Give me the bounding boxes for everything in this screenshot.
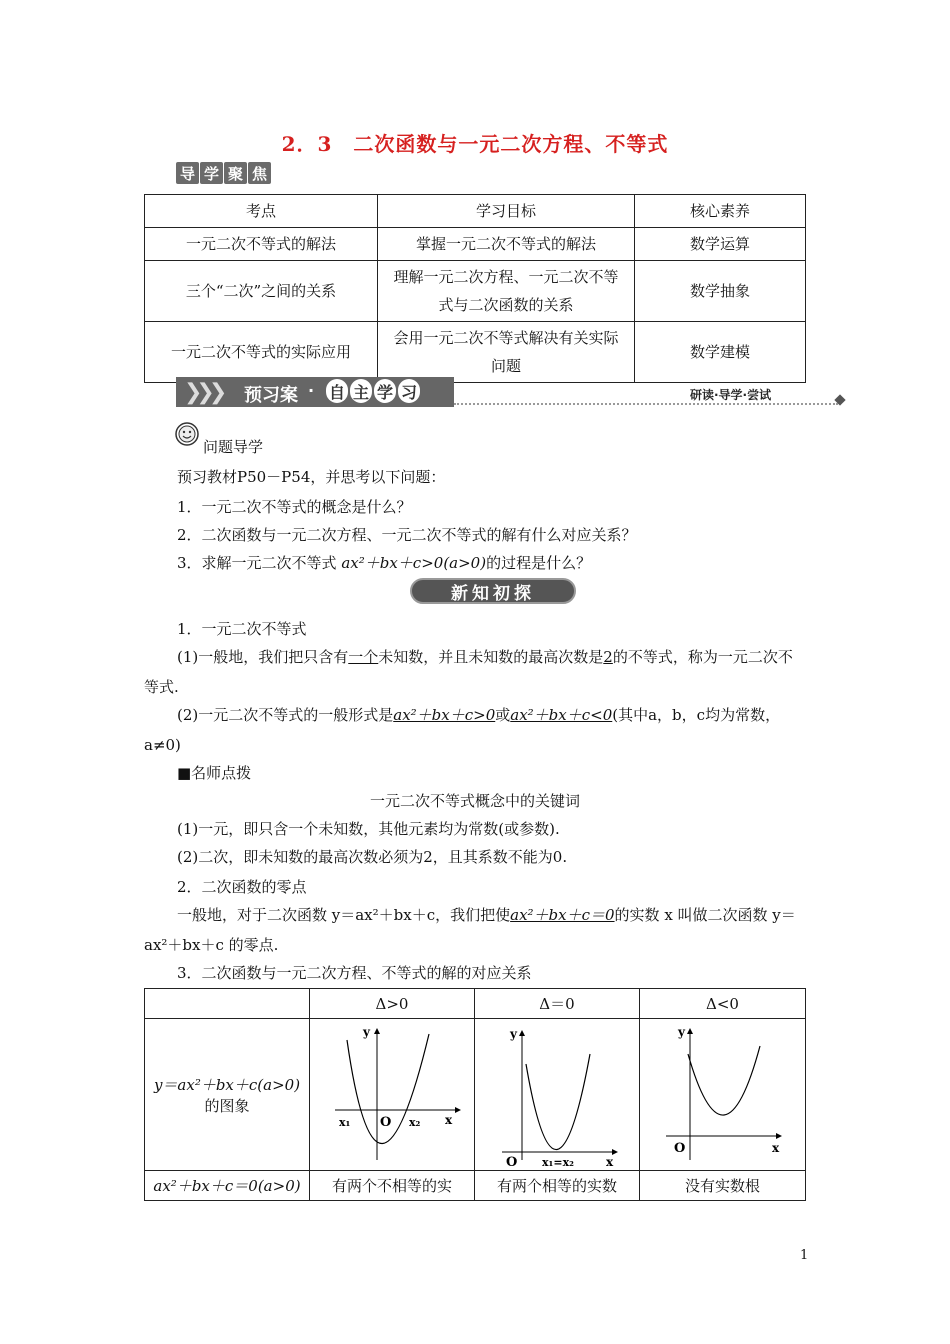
blank-answer: 一个 xyxy=(348,648,379,666)
banner-char: 主 xyxy=(350,379,372,403)
chevron-icon: ❯❯❯ xyxy=(184,380,222,405)
header-cell: 考点 xyxy=(145,195,378,228)
table-cell: ax²＋bx＋c＝0(a>0) xyxy=(145,1171,310,1201)
header-cell: 学习目标 xyxy=(378,195,635,228)
s2-paragraph xyxy=(144,900,806,960)
table-cell: 一元二次不等式的实际应用 xyxy=(145,322,378,383)
header-cell xyxy=(145,989,310,1019)
x-axis-label: x xyxy=(771,1140,779,1155)
x1x2-label: x₁=x₂ xyxy=(542,1155,574,1166)
q3-text: 3．求解一元二次不等式 xyxy=(177,554,342,572)
banner-char: 自 xyxy=(326,379,348,403)
banner-zizhu xyxy=(326,379,420,403)
text: (其中a，b，c均为常数，a≠0) xyxy=(144,706,781,754)
mingshi-line-1: (1)一元，即只含一个未知数，其他元素均为常数(或参数). xyxy=(177,820,560,838)
table-cell: 数学建模 xyxy=(635,322,806,383)
x1-label: x₁ xyxy=(339,1115,351,1129)
header-cell: Δ<0 xyxy=(640,989,806,1019)
y-axis-label: y xyxy=(510,1026,517,1041)
row-label: 的图象 xyxy=(204,1096,250,1115)
table-cell: 三个“二次”之间的关系 xyxy=(145,261,378,322)
blank-answer: ax²＋bx＋c＝0 xyxy=(510,906,615,924)
objectives-table xyxy=(144,194,806,383)
text: 一般地，对于二次函数 y＝ax²＋bx＋c，我们把使 xyxy=(177,906,511,924)
table-row xyxy=(145,261,806,322)
parabola-two-roots-graph xyxy=(317,1020,467,1166)
correspondence-table xyxy=(144,988,806,1201)
s2-heading: 2．二次函数的零点 xyxy=(177,878,307,896)
banner-char: 学 xyxy=(374,379,396,403)
table-cell: 数学抽象 xyxy=(635,261,806,322)
s1-heading: 1．一元二次不等式 xyxy=(177,620,307,638)
header-cell: 核心素养 xyxy=(635,195,806,228)
mingshi-label: ■名师点拨 xyxy=(177,764,252,782)
badge-char: 焦 xyxy=(248,162,271,184)
badge-char: 聚 xyxy=(224,162,247,184)
header-cell: Δ>0 xyxy=(310,989,475,1019)
question-2: 2．二次函数与一元二次方程、一元二次不等式的解有什么对应关系？ xyxy=(177,526,637,544)
dotted-divider xyxy=(454,403,838,405)
text: 未知数，并且未知数的最高次数是 xyxy=(378,648,604,666)
graph-cell xyxy=(475,1019,640,1171)
blank-answer: ax²＋bx＋c>0 xyxy=(393,706,496,724)
smiley-icon xyxy=(174,421,200,447)
table-cell: 会用一元二次不等式解决有关实际问题 xyxy=(378,322,635,383)
table-cell: 有两个相等的实数 xyxy=(475,1171,640,1201)
graph-cell xyxy=(310,1019,475,1171)
y-axis-label: y xyxy=(363,1024,370,1039)
table-row xyxy=(145,1171,806,1201)
text: 的实数 x 叫做二次函数 y＝ax²＋bx＋c 的零点. xyxy=(144,906,796,954)
mingshi-title: 一元二次不等式概念中的关键词 xyxy=(369,792,580,810)
blank-answer: ax²＋bx＋c<0 xyxy=(510,706,613,724)
s3-heading: 3．二次函数与一元二次方程、不等式的解的对应关系 xyxy=(177,964,532,982)
question-3 xyxy=(177,552,591,573)
table-cell: 数学运算 xyxy=(635,228,806,261)
s1-paragraph-1 xyxy=(144,642,806,702)
parabola-one-root-graph xyxy=(482,1020,632,1166)
banner-right-tag: 研读·导学·尝试 xyxy=(690,388,772,402)
table-cell: 没有实数根 xyxy=(640,1171,806,1201)
blank-answer: 2 xyxy=(603,648,613,666)
q3-text: 的过程是什么？ xyxy=(486,554,592,572)
x2-label: x₂ xyxy=(409,1115,421,1129)
page-title: 2．3 二次函数与一元二次方程、不等式 xyxy=(281,132,669,156)
row-label: y＝ax²＋bx＋c(a>0) xyxy=(153,1075,301,1094)
table-row xyxy=(145,1019,806,1171)
table-cell: 掌握一元二次不等式的解法 xyxy=(378,228,635,261)
banner-dot: · xyxy=(308,381,315,400)
badge-char: 学 xyxy=(200,162,223,184)
text: (2)一元二次不等式的一般形式是 xyxy=(177,706,394,724)
s1-paragraph-2 xyxy=(144,700,806,760)
wenti-intro: 预习教材P50－P54，并思考以下问题： xyxy=(177,468,446,486)
mingshi-line-2: (2)二次，即未知数的最高次数必须为2，且其系数不能为0. xyxy=(177,848,568,866)
table-header-row xyxy=(145,195,806,228)
graph-cell xyxy=(640,1019,806,1171)
origin-label: O xyxy=(506,1154,518,1166)
x-axis-label: x xyxy=(606,1154,614,1166)
section-banner xyxy=(176,377,454,407)
table-row xyxy=(145,228,806,261)
banner-label: 预习案 xyxy=(244,385,298,406)
badge-char: 导 xyxy=(176,162,199,184)
table-cell xyxy=(145,1019,310,1171)
origin-label: O xyxy=(380,1114,392,1130)
q3-math: ax²＋bx＋c>0(a>0) xyxy=(341,554,487,572)
wenti-heading: 问题导学 xyxy=(203,438,264,456)
y-axis-label: y xyxy=(677,1024,685,1039)
question-1: 1．一元二次不等式的概念是什么？ xyxy=(177,498,412,516)
banner-char: 习 xyxy=(398,379,420,403)
table-cell: 一元二次不等式的解法 xyxy=(145,228,378,261)
page-number: 1 xyxy=(800,1248,809,1263)
table-cell: 理解一元二次方程、一元二次不等式与二次函数的关系 xyxy=(378,261,635,322)
daoxue-jujiao-badge xyxy=(176,162,271,184)
text: 的不等式，称为一元二次不等式. xyxy=(144,648,793,696)
table-row xyxy=(145,322,806,383)
origin-label: O xyxy=(673,1140,685,1156)
table-header-row xyxy=(145,989,806,1019)
table-cell: 有两个不相等的实 xyxy=(310,1171,475,1201)
x-axis-label: x xyxy=(445,1112,453,1127)
text: 或 xyxy=(495,706,511,724)
text: (1)一般地，我们把只含有 xyxy=(177,648,349,666)
header-cell: Δ＝0 xyxy=(475,989,640,1019)
xinzhi-banner: 新知初探 xyxy=(410,578,576,604)
parabola-no-root-graph xyxy=(648,1020,798,1166)
